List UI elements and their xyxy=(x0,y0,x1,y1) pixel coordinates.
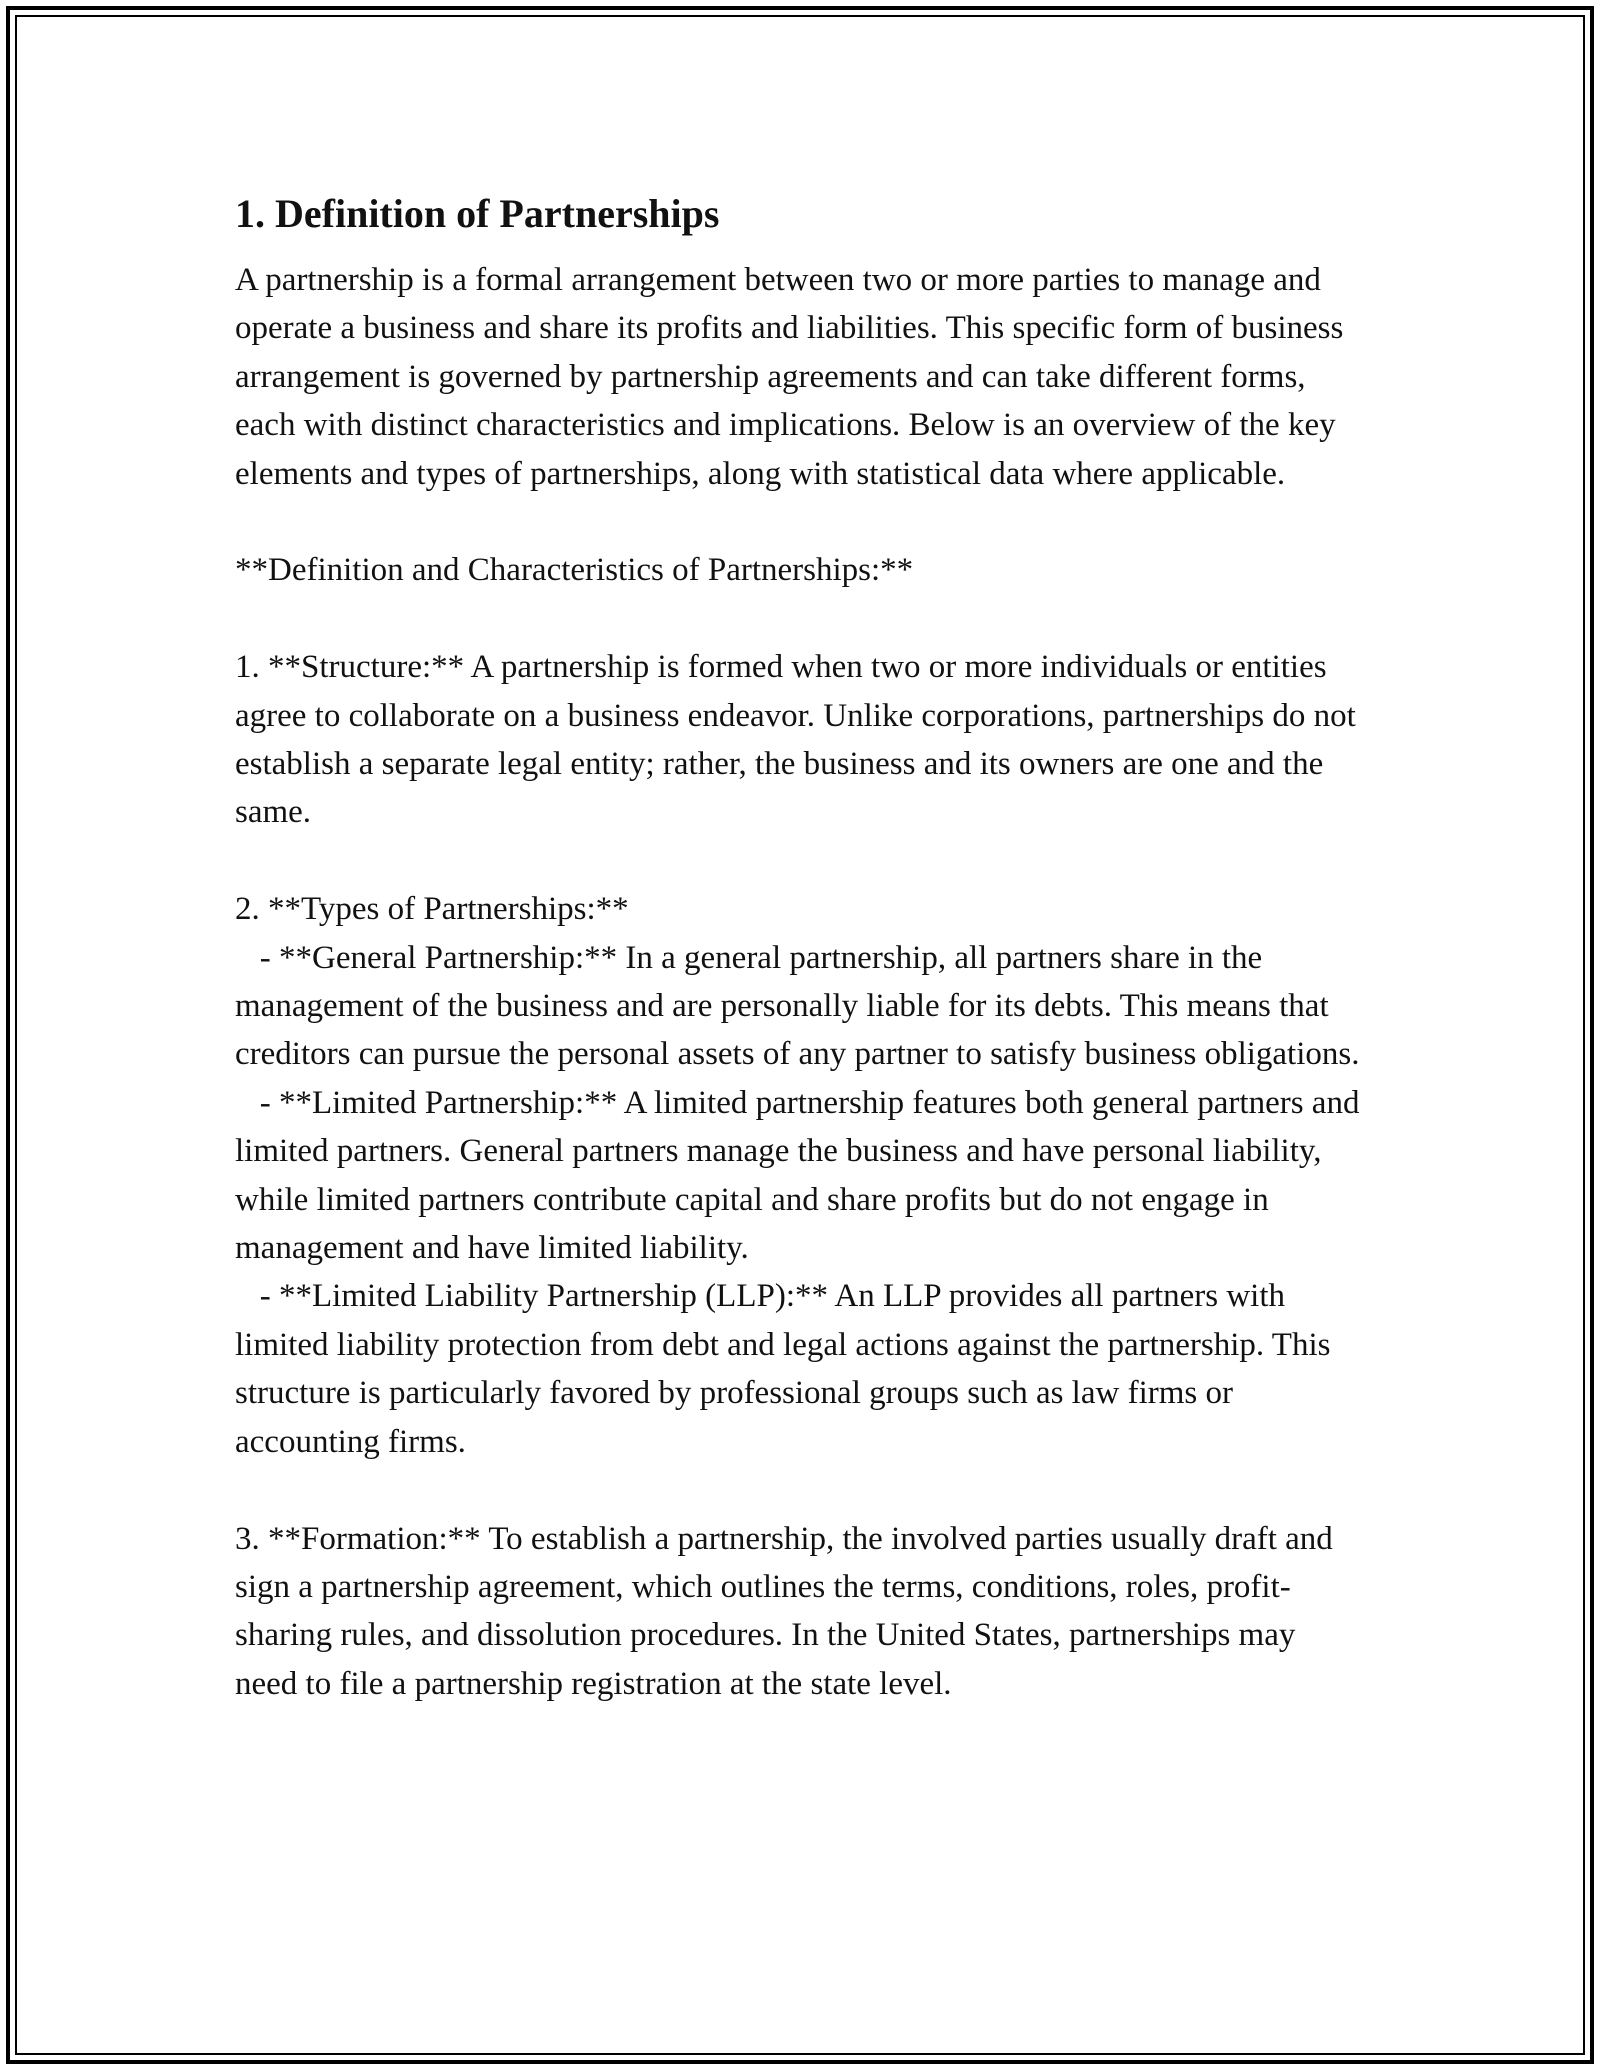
list-indent xyxy=(235,1085,260,1121)
paragraph-spacer xyxy=(235,1466,1365,1514)
structure-paragraph: 1. **Structure:** A partnership is formed when two or more individuals or entities agree to collaborate on a business endeavor. Unlike corporations, partnerships do not establish a separate legal entity; rather, the business and its owners are one and the same. xyxy=(235,649,1365,831)
list-item-text: - **General Partnership:** In a general partnership, all partners share in the management of the business and are personally liable for its debts. This means that creditors can pursue the personal assets of any partner to satisfy business obligations. xyxy=(235,939,1360,1073)
document-body xyxy=(235,186,1368,1708)
list-item-llp xyxy=(235,1272,1365,1466)
list-item-limited-partnership xyxy=(235,1079,1368,1273)
list-indent xyxy=(235,1278,260,1314)
formation-paragraph: 3. **Formation:** To establish a partnership, the involved parties usually draft and sign a partnership agreement, which outlines the terms, conditions, roles, profit-sharing rules, and dissolution procedures. In the United States, partnerships may need to file a partnership registration at the state level. xyxy=(235,1520,1342,1702)
list-item-text: - **Limited Partnership:** A limited partnership features both general partners and limited partners. General partners manage the business and have personal liability, while limited partners contribute capital and share profits but do not engage in management and have limited liability. xyxy=(235,1084,1368,1267)
page-title: 1. Definition of Partnerships xyxy=(235,191,720,236)
paragraph-spacer xyxy=(235,498,1365,546)
section-heading: **Definition and Characteristics of Partnerships:** xyxy=(235,552,914,589)
list-item-text: - **Limited Liability Partnership (LLP):** An LLP provides all partners with limited liability protection from debt and legal actions against the partnership. This structure is particularly favored by professional groups such as law firms or accounting firms. xyxy=(235,1278,1339,1460)
paragraph-spacer xyxy=(235,837,1365,885)
intro-paragraph: A partnership is a formal arrangement between two or more parties to manage and operate a business and share its profits and liabilities. This specific form of business arrangement is governed by partnership agreements and can take different forms, each with distinct characteristics and implications. Below is an overview of the key elements and types of partnerships, along with statistical data where applicable. xyxy=(235,262,1352,492)
list-indent xyxy=(235,940,260,976)
paragraph-spacer xyxy=(235,595,1365,643)
list-item-general-partnership xyxy=(235,934,1365,1079)
types-heading: 2. **Types of Partnerships:** xyxy=(235,891,629,928)
